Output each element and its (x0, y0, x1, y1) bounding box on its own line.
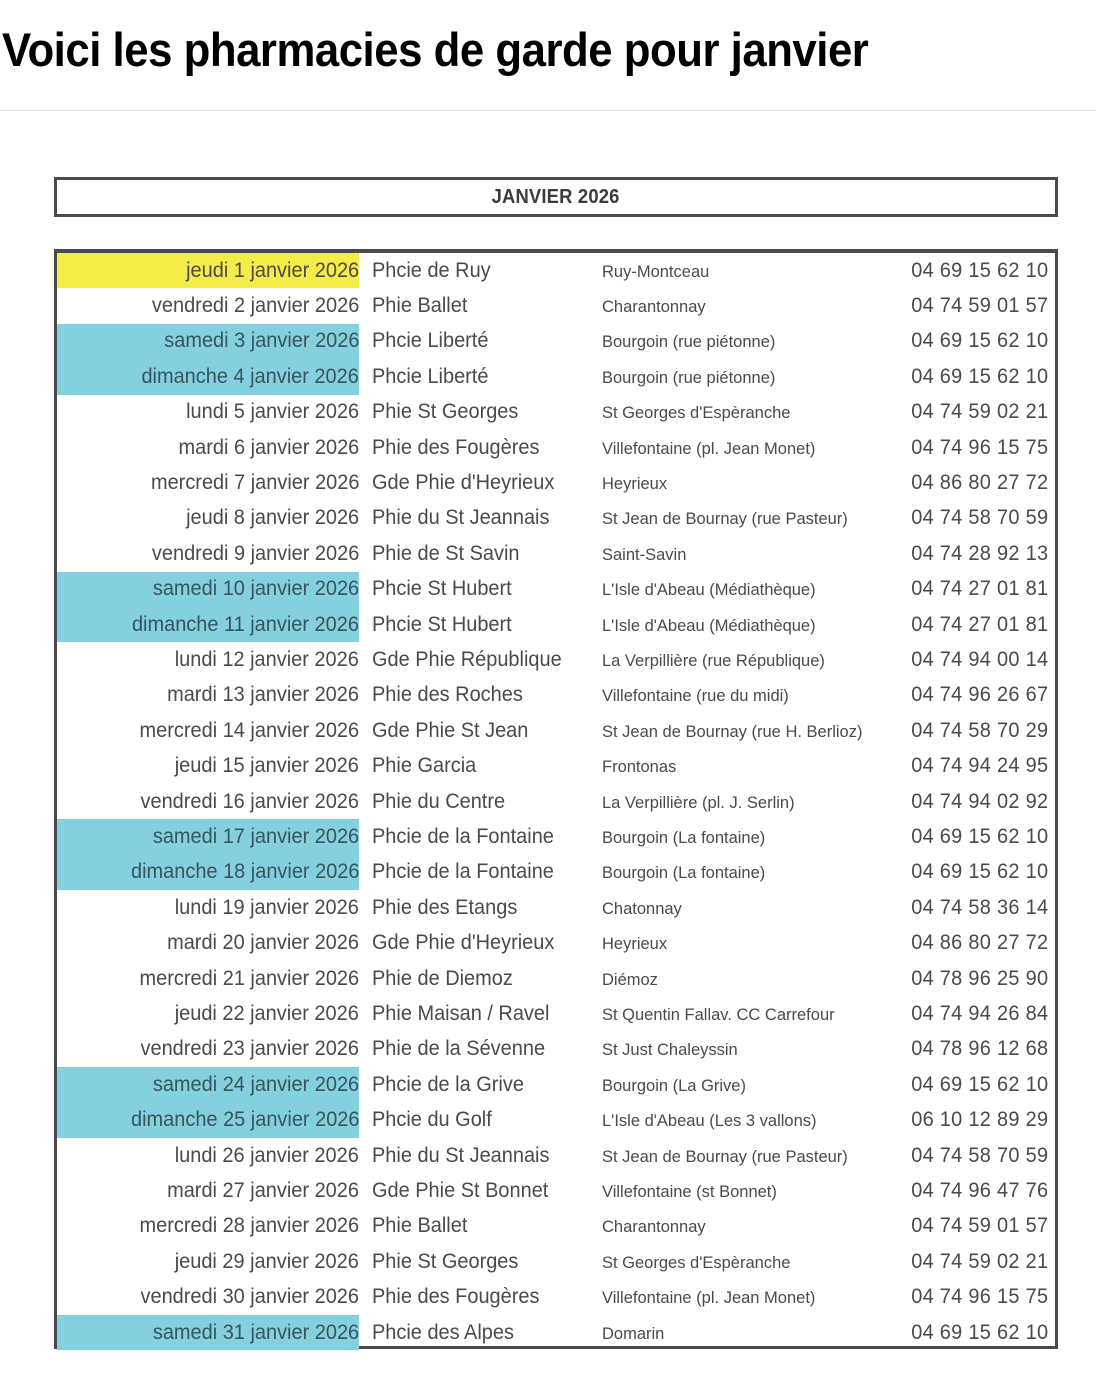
date-cell (57, 1138, 359, 1173)
phone-cell (900, 890, 1048, 925)
pharmacy-cell (372, 253, 597, 288)
pharmacy-cell (372, 713, 597, 748)
city-cell (602, 1103, 892, 1138)
pharmacy-cell (372, 501, 597, 536)
date-cell-text: dimanche 11 janvier 2026 (132, 612, 359, 636)
phone-cell-text: 04 74 58 70 59 (910, 1143, 1048, 1167)
city-cell-text: La Verpillière (pl. J. Serlin) (602, 793, 795, 812)
pharmacy-cell-text: Phie du Centre (372, 789, 506, 813)
phone-cell-text: 04 74 59 02 21 (910, 400, 1048, 424)
table-row (57, 1173, 1055, 1208)
phone-cell (900, 359, 1048, 394)
phone-cell (900, 536, 1048, 571)
city-cell-text: L'Isle d'Abeau (Les 3 vallons) (602, 1112, 817, 1131)
date-cell (57, 855, 359, 890)
phone-cell-text: 04 74 96 15 75 (910, 1285, 1048, 1309)
city-cell (602, 642, 892, 677)
phone-cell (900, 324, 1048, 359)
table-row (57, 1103, 1055, 1138)
city-cell-text: Villefontaine (st Bonnet) (602, 1183, 777, 1202)
phone-cell-text: 04 86 80 27 72 (910, 931, 1048, 955)
city-cell-text: Bourgoin (La fontaine) (602, 864, 766, 883)
city-cell (602, 1067, 892, 1102)
table-row (57, 996, 1055, 1031)
phone-cell (900, 501, 1048, 536)
city-cell (602, 1280, 892, 1315)
table-row (57, 855, 1055, 890)
pharmacy-cell-text: Gde Phie République (372, 648, 562, 672)
table-row (57, 749, 1055, 784)
city-cell-text: Heyrieux (602, 935, 668, 954)
phone-cell (900, 395, 1048, 430)
city-cell-text: Villefontaine (rue du midi) (602, 687, 789, 706)
date-cell-text: samedi 24 janvier 2026 (152, 1072, 359, 1096)
pharmacy-cell (372, 536, 597, 571)
pharmacy-cell (372, 430, 597, 465)
date-cell-text: vendredi 30 janvier 2026 (140, 1285, 359, 1309)
phone-cell-text: 04 74 58 36 14 (910, 895, 1048, 919)
city-cell-text: La Verpillière (rue République) (602, 652, 825, 671)
city-cell (602, 926, 892, 961)
phone-cell (900, 678, 1048, 713)
phone-cell-text: 04 74 96 47 76 (910, 1179, 1048, 1203)
phone-cell-text: 04 74 58 70 59 (910, 506, 1048, 530)
date-cell-text: samedi 3 janvier 2026 (163, 329, 359, 353)
phone-cell-text: 04 74 27 01 81 (910, 612, 1048, 636)
pharmacy-cell-text: Phie St Georges (372, 400, 519, 424)
city-cell-text: L'Isle d'Abeau (Médiathèque) (602, 616, 816, 635)
phone-cell-text: 04 69 15 62 10 (910, 1320, 1048, 1344)
pharmacy-cell (372, 395, 597, 430)
city-cell-text: Frontonas (602, 758, 677, 777)
pharmacy-cell-text: Phcie de la Fontaine (372, 860, 554, 884)
pharmacy-cell-text: Gde Phie St Jean (372, 718, 529, 742)
page-title: Voici les pharmacies de garde pour janvier (2, 23, 869, 76)
phone-cell (900, 430, 1048, 465)
city-cell (602, 1173, 892, 1208)
table-row (57, 890, 1055, 925)
city-cell (602, 1138, 892, 1173)
table-row (57, 1244, 1055, 1279)
pharmacy-cell (372, 926, 597, 961)
phone-cell-text: 04 74 59 01 57 (910, 294, 1048, 318)
date-cell-text: dimanche 4 janvier 2026 (141, 364, 359, 388)
month-header: JANVIER 2026 (491, 185, 620, 208)
pharmacy-cell-text: Gde Phie d'Heyrieux (372, 931, 555, 955)
pharmacy-cell (372, 572, 597, 607)
phone-cell-text: 04 74 96 15 75 (910, 435, 1048, 459)
pharmacy-cell (372, 784, 597, 819)
table-row (57, 430, 1055, 465)
phone-cell (900, 1138, 1048, 1173)
phone-cell-text: 04 74 94 24 95 (910, 754, 1048, 778)
city-cell (602, 678, 892, 713)
table-row (57, 1315, 1055, 1350)
phone-cell (900, 288, 1048, 323)
date-cell-text: vendredi 23 janvier 2026 (140, 1037, 359, 1061)
city-cell-text: Villefontaine (pl. Jean Monet) (602, 439, 816, 458)
date-cell-text: samedi 17 janvier 2026 (152, 825, 359, 849)
city-cell-text: Villefontaine (pl. Jean Monet) (602, 1289, 816, 1308)
table-row (57, 819, 1055, 854)
pharmacy-cell-text: Phie de Diemoz (372, 966, 513, 990)
pharmacy-cell (372, 288, 597, 323)
city-cell (602, 1032, 892, 1067)
phone-cell (900, 961, 1048, 996)
phone-cell (900, 749, 1048, 784)
date-cell (57, 678, 359, 713)
city-cell (602, 501, 892, 536)
city-cell-text: Bourgoin (rue piétonne) (602, 333, 776, 352)
phone-cell-text: 04 74 27 01 81 (910, 577, 1048, 601)
phone-cell (900, 572, 1048, 607)
pharmacy-cell-text: Phie des Fougères (372, 1285, 540, 1309)
phone-cell (900, 819, 1048, 854)
pharmacy-cell-text: Phie de St Savin (372, 541, 520, 565)
phone-cell-text: 04 74 28 92 13 (910, 541, 1048, 565)
date-cell (57, 1067, 359, 1102)
pharmacy-cell (372, 1209, 597, 1244)
phone-cell-text: 04 74 94 00 14 (910, 648, 1048, 672)
phone-cell (900, 784, 1048, 819)
date-cell (57, 961, 359, 996)
city-cell (602, 855, 892, 890)
date-cell-text: mercredi 14 janvier 2026 (139, 718, 359, 742)
month-header-box (54, 177, 1058, 217)
city-cell-text: Domarin (602, 1324, 665, 1343)
pharmacy-cell-text: Phie des Fougères (372, 435, 540, 459)
phone-cell-text: 04 69 15 62 10 (910, 329, 1048, 353)
city-cell-text: St Jean de Bournay (rue Pasteur) (602, 1147, 848, 1166)
date-cell-text: vendredi 2 janvier 2026 (151, 294, 359, 318)
date-cell-text: mardi 13 janvier 2026 (167, 683, 359, 707)
city-cell-text: Ruy-Montceau (602, 262, 710, 281)
date-cell (57, 890, 359, 925)
phone-cell (900, 1315, 1048, 1350)
pharmacy-cell-text: Phcie de Ruy (372, 258, 491, 282)
phone-cell-text: 04 78 96 25 90 (910, 966, 1048, 990)
pharmacy-cell-text: Phie du St Jeannais (372, 1143, 550, 1167)
city-cell-text: Charantonnay (602, 298, 706, 317)
phone-cell (900, 1032, 1048, 1067)
date-cell-text: jeudi 1 janvier 2026 (185, 258, 359, 282)
city-cell (602, 288, 892, 323)
phone-cell-text: 04 69 15 62 10 (910, 1072, 1048, 1096)
city-cell (602, 890, 892, 925)
pharmacy-cell (372, 1315, 597, 1350)
date-cell-text: lundi 5 janvier 2026 (185, 400, 359, 424)
city-cell-text: Heyrieux (602, 475, 668, 494)
date-cell (57, 536, 359, 571)
phone-cell (900, 996, 1048, 1031)
table-row (57, 1067, 1055, 1102)
phone-cell (900, 1103, 1048, 1138)
city-cell-text: St Jean de Bournay (rue H. Berlioz) (602, 722, 863, 741)
pharmacy-cell-text: Phcie Liberté (372, 364, 489, 388)
date-cell (57, 1280, 359, 1315)
table-row (57, 1209, 1055, 1244)
table-row (57, 359, 1055, 394)
pharmacy-cell (372, 359, 597, 394)
city-cell (602, 749, 892, 784)
pharmacy-cell-text: Gde Phie St Bonnet (372, 1179, 549, 1203)
table-row (57, 572, 1055, 607)
city-cell (602, 430, 892, 465)
phone-cell (900, 1244, 1048, 1279)
pharmacy-cell-text: Phcie des Alpes (372, 1320, 514, 1344)
date-cell (57, 784, 359, 819)
pharmacy-cell (372, 819, 597, 854)
pharmacy-cell-text: Phie du St Jeannais (372, 506, 550, 530)
city-cell (602, 607, 892, 642)
date-cell-text: vendredi 9 janvier 2026 (151, 541, 359, 565)
phone-cell (900, 713, 1048, 748)
date-cell-text: lundi 26 janvier 2026 (174, 1143, 359, 1167)
phone-cell (900, 1067, 1048, 1102)
date-cell-text: jeudi 29 janvier 2026 (174, 1249, 359, 1273)
city-cell-text: Bourgoin (La fontaine) (602, 829, 766, 848)
city-cell (602, 253, 892, 288)
table-row (57, 1280, 1055, 1315)
pharmacy-cell (372, 1138, 597, 1173)
date-cell-text: vendredi 16 janvier 2026 (140, 789, 359, 813)
table-row (57, 1138, 1055, 1173)
phone-cell-text: 04 69 15 62 10 (910, 825, 1048, 849)
pharmacy-cell-text: Phcie du Golf (372, 1108, 492, 1132)
pharmacy-cell (372, 890, 597, 925)
table-row (57, 784, 1055, 819)
date-cell (57, 1244, 359, 1279)
table-row (57, 607, 1055, 642)
city-cell-text: Diémoz (602, 970, 658, 989)
date-cell (57, 253, 359, 288)
date-cell (57, 1173, 359, 1208)
phone-cell-text: 04 86 80 27 72 (910, 471, 1048, 495)
city-cell-text: St Quentin Fallav. CC Carrefour (602, 1006, 835, 1025)
table-row (57, 926, 1055, 961)
table-row (57, 465, 1055, 500)
pharmacy-cell-text: Phie Ballet (372, 294, 468, 318)
city-cell (602, 1315, 892, 1350)
phone-cell (900, 642, 1048, 677)
date-cell (57, 359, 359, 394)
phone-cell-text: 04 74 59 02 21 (910, 1249, 1048, 1273)
city-cell (602, 395, 892, 430)
pharmacy-cell-text: Phie des Etangs (372, 895, 518, 919)
city-cell-text: Bourgoin (rue piétonne) (602, 368, 776, 387)
date-cell (57, 1032, 359, 1067)
phone-cell (900, 926, 1048, 961)
pharmacy-cell (372, 607, 597, 642)
date-cell (57, 996, 359, 1031)
date-cell-text: mardi 27 janvier 2026 (167, 1179, 359, 1203)
city-cell (602, 713, 892, 748)
pharmacy-cell-text: Phcie de la Grive (372, 1072, 524, 1096)
phone-cell-text: 04 74 59 01 57 (910, 1214, 1048, 1238)
city-cell (602, 465, 892, 500)
table-row (57, 1032, 1055, 1067)
pharmacy-cell (372, 1280, 597, 1315)
date-cell-text: mercredi 21 janvier 2026 (139, 966, 359, 990)
phone-cell-text: 04 69 15 62 10 (910, 860, 1048, 884)
table-row (57, 713, 1055, 748)
table-row (57, 253, 1055, 288)
date-cell-text: mercredi 28 janvier 2026 (139, 1214, 359, 1238)
city-cell (602, 961, 892, 996)
date-cell-text: lundi 12 janvier 2026 (174, 648, 359, 672)
pharmacy-cell-text: Phie Maisan / Ravel (372, 1002, 550, 1026)
phone-cell-text: 04 74 96 26 67 (910, 683, 1048, 707)
city-cell (602, 784, 892, 819)
city-cell-text: Saint-Savin (602, 545, 687, 564)
phone-cell-text: 04 74 94 02 92 (910, 789, 1048, 813)
pharmacy-cell (372, 324, 597, 359)
date-cell (57, 819, 359, 854)
phone-cell (900, 607, 1048, 642)
pharmacy-cell-text: Phie Garcia (372, 754, 477, 778)
date-cell (57, 395, 359, 430)
date-cell (57, 642, 359, 677)
city-cell (602, 536, 892, 571)
city-cell (602, 359, 892, 394)
table-row (57, 536, 1055, 571)
pharmacy-cell (372, 1173, 597, 1208)
phone-cell-text: 04 78 96 12 68 (910, 1037, 1048, 1061)
table-row (57, 501, 1055, 536)
city-cell-text: Chatonnay (602, 899, 682, 918)
date-cell-text: samedi 31 janvier 2026 (152, 1320, 359, 1344)
city-cell-text: St Jean de Bournay (rue Pasteur) (602, 510, 848, 529)
table-row (57, 288, 1055, 323)
date-cell-text: jeudi 22 janvier 2026 (174, 1002, 359, 1026)
city-cell-text: Bourgoin (La Grive) (602, 1076, 746, 1095)
pharmacy-cell-text: Phcie St Hubert (372, 577, 512, 601)
city-cell (602, 1209, 892, 1244)
pharmacy-cell (372, 465, 597, 500)
table-row (57, 395, 1055, 430)
date-cell (57, 288, 359, 323)
pharmacy-cell-text: Phie Ballet (372, 1214, 468, 1238)
date-cell-text: jeudi 8 janvier 2026 (185, 506, 359, 530)
phone-cell-text: 06 10 12 89 29 (910, 1108, 1048, 1132)
schedule-table (54, 249, 1058, 1349)
phone-cell (900, 855, 1048, 890)
date-cell (57, 324, 359, 359)
pharmacy-cell-text: Phcie Liberté (372, 329, 489, 353)
date-cell (57, 501, 359, 536)
phone-cell (900, 1280, 1048, 1315)
phone-cell (900, 1209, 1048, 1244)
date-cell-text: mardi 20 janvier 2026 (167, 931, 359, 955)
pharmacy-cell (372, 678, 597, 713)
phone-cell-text: 04 74 94 26 84 (910, 1002, 1048, 1026)
date-cell-text: dimanche 18 janvier 2026 (130, 860, 359, 884)
pharmacy-cell (372, 1032, 597, 1067)
pharmacy-cell-text: Gde Phie d'Heyrieux (372, 471, 555, 495)
table-row (57, 961, 1055, 996)
date-cell-text: mercredi 7 janvier 2026 (150, 471, 359, 495)
city-cell (602, 819, 892, 854)
pharmacy-cell (372, 1244, 597, 1279)
table-row (57, 642, 1055, 677)
phone-cell (900, 1173, 1048, 1208)
date-cell (57, 572, 359, 607)
phone-cell (900, 465, 1048, 500)
pharmacy-cell-text: Phcie St Hubert (372, 612, 512, 636)
city-cell-text: St Georges d'Espèranche (602, 404, 791, 423)
city-cell-text: L'Isle d'Abeau (Médiathèque) (602, 581, 816, 600)
date-cell (57, 749, 359, 784)
phone-cell-text: 04 69 15 62 10 (910, 258, 1048, 282)
date-cell-text: mardi 6 janvier 2026 (178, 435, 359, 459)
pharmacy-cell-text: Phcie de la Fontaine (372, 825, 554, 849)
table-row (57, 678, 1055, 713)
date-cell-text: dimanche 25 janvier 2026 (130, 1108, 359, 1132)
pharmacy-cell (372, 749, 597, 784)
pharmacy-cell (372, 855, 597, 890)
phone-cell (900, 253, 1048, 288)
phone-cell-text: 04 74 58 70 29 (910, 718, 1048, 742)
date-cell (57, 713, 359, 748)
pharmacy-cell-text: Phie St Georges (372, 1249, 519, 1273)
pharmacy-cell (372, 996, 597, 1031)
pharmacy-cell-text: Phie de la Sévenne (372, 1037, 546, 1061)
table-row (57, 324, 1055, 359)
city-cell (602, 572, 892, 607)
date-cell (57, 1209, 359, 1244)
date-cell-text: lundi 19 janvier 2026 (174, 895, 359, 919)
date-cell (57, 1315, 359, 1350)
date-cell-text: jeudi 15 janvier 2026 (174, 754, 359, 778)
pharmacy-cell-text: Phie des Roches (372, 683, 523, 707)
pharmacy-cell (372, 642, 597, 677)
date-cell (57, 1103, 359, 1138)
city-cell (602, 324, 892, 359)
pharmacy-cell (372, 1067, 597, 1102)
date-cell (57, 430, 359, 465)
title-divider (0, 110, 1096, 111)
city-cell-text: St Georges d'Espèranche (602, 1253, 791, 1272)
city-cell-text: St Just Chaleyssin (602, 1041, 738, 1060)
city-cell (602, 996, 892, 1031)
pharmacy-cell (372, 961, 597, 996)
city-cell-text: Charantonnay (602, 1218, 706, 1237)
date-cell (57, 465, 359, 500)
date-cell (57, 926, 359, 961)
phone-cell-text: 04 69 15 62 10 (910, 364, 1048, 388)
city-cell (602, 1244, 892, 1279)
date-cell-text: samedi 10 janvier 2026 (152, 577, 359, 601)
date-cell (57, 607, 359, 642)
pharmacy-cell (372, 1103, 597, 1138)
